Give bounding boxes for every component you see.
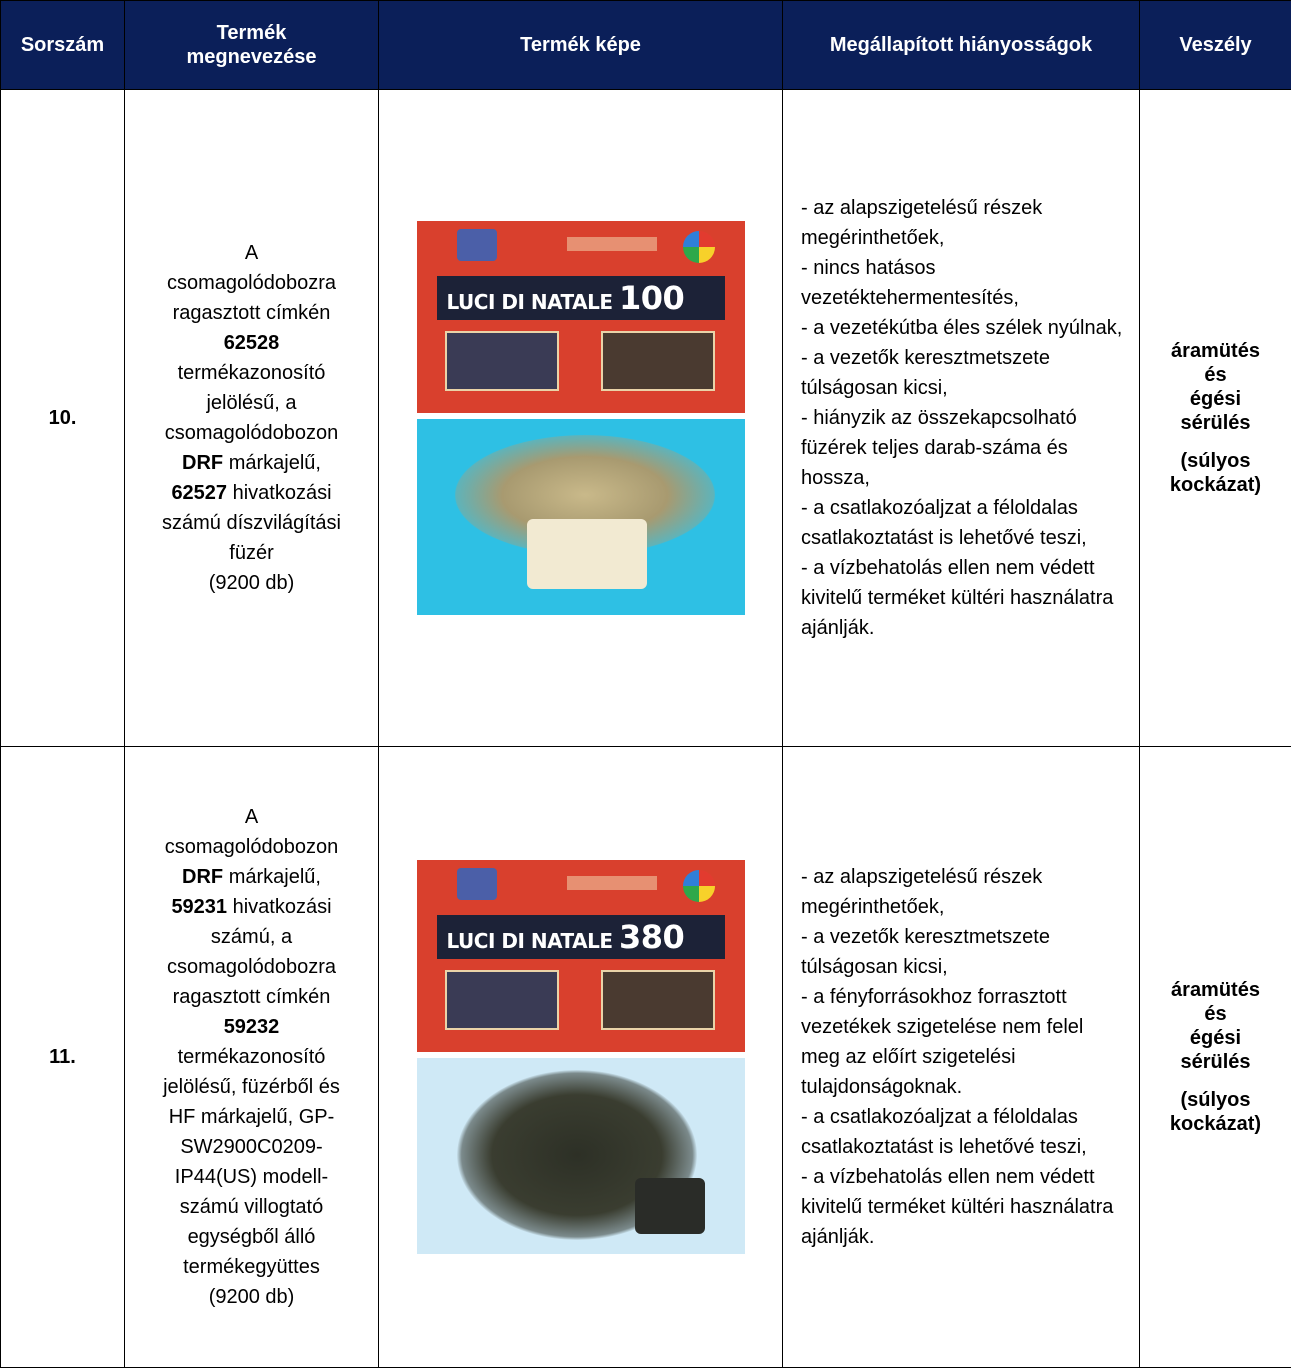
box-label: LUCI DI NATALE 100 [437, 276, 725, 320]
header-hianyossagok: Megállapított hiányosságok [783, 1, 1140, 90]
brand-name: DRF [182, 452, 223, 474]
defect-item: - a vezetők keresztmetszete túlságosan kicsi, [801, 922, 1127, 982]
box-label: LUCI DI NATALE 380 [437, 915, 725, 959]
product-images [379, 90, 783, 747]
defect-item: - a vezetők keresztmetszete túlságosan kicsi, [801, 343, 1127, 403]
header-termek-kepe: Termék képe [379, 1, 783, 90]
product-box-photo [417, 221, 745, 413]
defect-item: - a vízbehatolás ellen nem védett kivitelű terméket kültéri használatra ajánlják. [801, 1162, 1127, 1252]
risk-level: (súlyos [1141, 449, 1290, 473]
row-number: 10. [1, 90, 125, 747]
danger-cell: áramütés és égési sérülés (súlyos kockázat) [1140, 747, 1291, 1368]
brand-logo-icon [457, 868, 497, 900]
product-images [379, 747, 783, 1368]
product-name: A csomagolódobozra ragasztott címkén 62528 termékazonosító jelölésű, a csomagolódobozon DRF márkajelű, 62527 hivatkozási számú díszvilágítási füzér (9200 db) [125, 90, 379, 747]
light-string-photo [417, 419, 745, 615]
color-wheel-icon [683, 231, 715, 263]
defect-item: - a csatlakozóaljzat a féloldalas csatlakoztatást is lehetővé teszi, [801, 493, 1127, 553]
header-row [1, 1, 1291, 90]
quantity: (9200 db) [133, 1282, 370, 1312]
danger-cell: áramütés és égési sérülés (súlyos kockázat) [1140, 90, 1291, 747]
product-id: 59232 [224, 1016, 280, 1038]
product-name: A csomagolódobozon DRF márkajelű, 59231 hivatkozási számú, a csomagolódobozra ragasztott címkén 59232 termékazonosító jelölésű, füzérből és HF márkajelű, GP- SW2900C0209- IP44(US) modell- számú villogtató egységből álló termékegyüttes (9200 db) [125, 747, 379, 1368]
defects-list [783, 90, 1140, 747]
defect-item: - a vezetékútba éles szélek nyúlnak, [801, 313, 1127, 343]
defect-item: - az alapszigetelésű részek megérinthetőek, [801, 862, 1127, 922]
header-termek-megnevezese: Termék megnevezése [125, 1, 379, 90]
reference-number: 59231 [171, 896, 227, 918]
color-wheel-icon [683, 870, 715, 902]
row-number: 11. [1, 747, 125, 1368]
risk-level: (súlyos [1141, 1088, 1290, 1112]
header-sorszam: Sorszám [1, 1, 125, 90]
product-id: 62528 [224, 332, 280, 354]
reference-number: 62527 [171, 482, 227, 504]
header-veszely: Veszély [1140, 1, 1291, 90]
defect-item: - a vízbehatolás ellen nem védett kivitelű terméket kültéri használatra ajánlják. [801, 553, 1127, 643]
product-box-photo [417, 860, 745, 1052]
defect-item: - a csatlakozóaljzat a féloldalas csatlakoztatást is lehetővé teszi, [801, 1102, 1127, 1162]
table-row [1, 90, 1291, 747]
quantity: (9200 db) [133, 568, 370, 598]
defect-item: - nincs hatásos vezetéktehermentesítés, [801, 253, 1127, 313]
defect-item: - hiányzik az összekapcsolható füzérek teljes darab-száma és hossza, [801, 403, 1127, 493]
table-row [1, 747, 1291, 1368]
defect-item: - a fényforrásokhoz forrasztott vezetékek szigetelése nem felel meg az előírt szigetelési tulajdonságoknak. [801, 982, 1127, 1102]
brand-name: DRF [182, 866, 223, 888]
brand-logo-icon [457, 229, 497, 261]
defects-list [783, 747, 1140, 1368]
light-string-photo [417, 1058, 745, 1254]
defect-item: - az alapszigetelésű részek megérinthetőek, [801, 193, 1127, 253]
